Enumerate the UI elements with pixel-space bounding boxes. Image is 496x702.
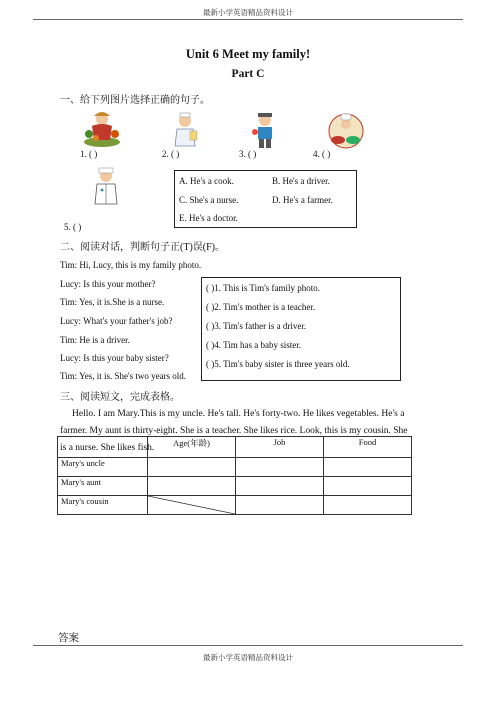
- table-row: [58, 458, 412, 477]
- dialogue-line: Tim: He is a driver.: [60, 335, 130, 345]
- option-e: E. He's a doctor.: [179, 213, 238, 223]
- diagonal-mark: [148, 496, 235, 514]
- answer-label: 答案: [58, 633, 79, 644]
- passage-line: Hello. I am Mary.This is my uncle. He's tall. He's forty-two. He likes vegetables. He's a: [72, 409, 405, 419]
- page-title: Unit 6 Meet my family!: [185, 47, 311, 61]
- statement-item: ( )3. Tim's father is a driver.: [206, 321, 307, 331]
- header-rule: [33, 19, 463, 20]
- section1-heading: 一、给下列图片选择正确的句子。: [60, 95, 210, 106]
- statement-item: ( )5. Tim's baby sister is three years old.: [206, 359, 350, 369]
- passage-line: is a nurse. She likes fish.: [60, 443, 155, 453]
- footer-rule: [33, 645, 463, 646]
- page-footer: 最新小学英语精品资料设计: [203, 653, 293, 662]
- age-cell: [148, 477, 236, 496]
- item-1: 1. ( ): [80, 149, 98, 159]
- row-label: Mary's cousin: [58, 496, 148, 515]
- statements-box: [201, 277, 401, 381]
- food-cell: [324, 477, 412, 496]
- section2-heading: 二、阅读对话，判断句子正(T)误(F)。: [60, 242, 225, 253]
- options-box: [174, 170, 357, 228]
- age-cell: [148, 458, 236, 477]
- dialogue-line: Tim: Yes, it is.She is a nurse.: [60, 297, 165, 307]
- row-label: Mary's aunt: [58, 477, 148, 496]
- food-cell: [324, 458, 412, 477]
- item-2: 2. ( ): [162, 149, 180, 159]
- info-table: [57, 436, 412, 515]
- dialogue-line: Lucy: What's your father's job?: [60, 316, 173, 326]
- doctor-picture: [85, 166, 127, 206]
- job-cell: [236, 477, 324, 496]
- header-cell: Food: [324, 437, 412, 458]
- job-cell: [236, 496, 324, 515]
- row-label: Mary's uncle: [58, 458, 148, 477]
- option-d: D. He's a farmer.: [272, 195, 333, 205]
- statement-item: ( )1. This is Tim's family photo.: [206, 283, 320, 293]
- table-row: [58, 496, 412, 515]
- option-a: A. He's a cook.: [179, 176, 234, 186]
- cook-picture: [325, 110, 367, 150]
- option-c: C. She's a nurse.: [179, 195, 239, 205]
- page-header: 最新小学英语精品资料设计: [203, 8, 293, 17]
- passage-line: farmer. My aunt is thirty-eight. She is a teacher. She likes rice. Look, this is my cousin. She: [60, 426, 408, 436]
- dialogue-line: Tim: Yes, it is. She's two years old.: [60, 371, 187, 381]
- header-cell: [58, 437, 148, 458]
- item-4: 4. ( ): [313, 149, 331, 159]
- header-cell: Job: [236, 437, 324, 458]
- statement-item: ( )4. Tim has a baby sister.: [206, 340, 302, 350]
- dialogue-line: Lucy: Is this your mother?: [60, 279, 156, 289]
- header-cell: Age(年龄): [148, 437, 236, 458]
- nurse-picture: [165, 110, 207, 150]
- dialogue-line: Tim: Hi, Lucy, this is my family photo.: [60, 260, 202, 270]
- food-cell: [324, 496, 412, 515]
- age-cell: [148, 496, 236, 515]
- item-5: 5. ( ): [64, 222, 82, 232]
- farmer-picture: [81, 108, 123, 148]
- table-row: [58, 477, 412, 496]
- item-3: 3. ( ): [239, 149, 257, 159]
- section3-heading: 三、阅读短文，完成表格。: [60, 392, 180, 403]
- driver-picture: [244, 110, 286, 150]
- dialogue-line: Lucy: Is this your baby sister?: [60, 353, 169, 363]
- table-header-row: [58, 437, 412, 458]
- job-cell: [236, 458, 324, 477]
- page-subtitle: Part C: [231, 68, 265, 80]
- option-b: B. He's a driver.: [272, 176, 330, 186]
- statement-item: ( )2. Tim's mother is a teacher.: [206, 302, 316, 312]
